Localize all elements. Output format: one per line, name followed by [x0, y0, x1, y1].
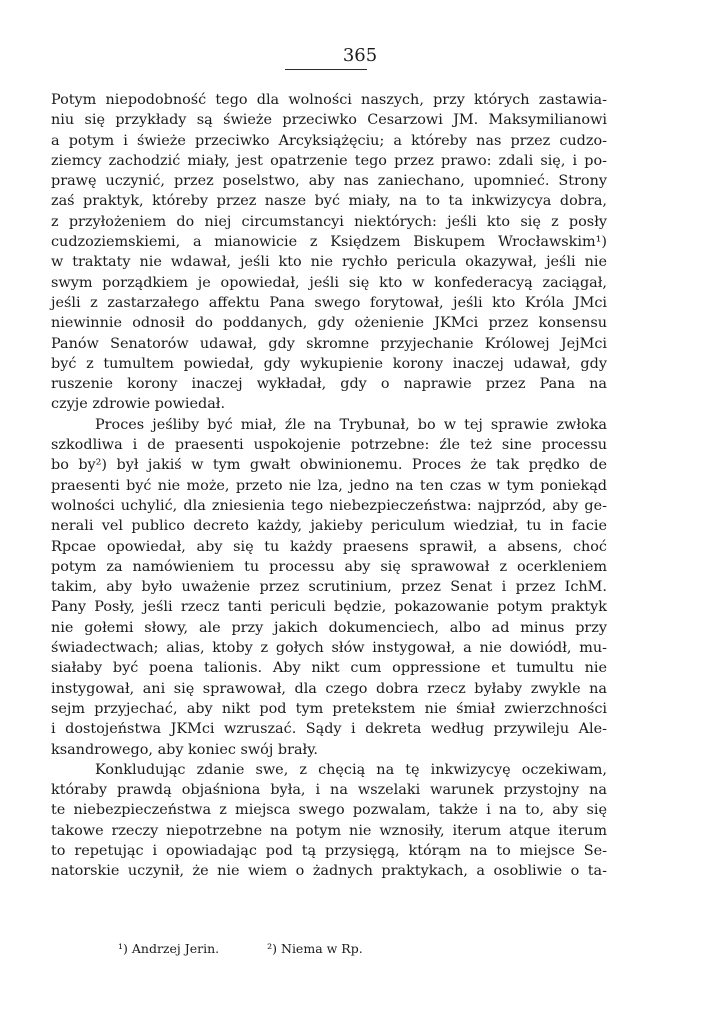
- text-line: praesenti być nie może, przeto nie lza, jedno na ten czas w tym poniekąd: [51, 477, 607, 494]
- text-line: ksandrowego, aby koniec swój brały.: [51, 741, 318, 758]
- text-line: swym porządkiem je opowiedał, jeśli się kto w konfederacyą zaciągał,: [51, 274, 607, 291]
- text-line: Pany Posły, jeśli rzecz tanti periculi będzie, pokazowanie potym praktyk: [51, 599, 607, 616]
- paragraph-2: [51, 415, 607, 760]
- footnote-2: ²) Niema w Rp.: [267, 941, 363, 956]
- text-line: Konkludując zdanie swe, z chęcią na tę inkwizycyę oczekiwam,: [95, 761, 607, 778]
- text-line: ziemcy zachodzić miały, jest opatrzenie tego przez prawo: zdali się, i po-: [51, 152, 607, 169]
- paragraph-3: [51, 760, 607, 882]
- text-line: Proces jeśliby być miał, źle na Trybunał, bo w tej sprawie zwłoka: [95, 416, 607, 433]
- text-line: ruszenie korony inaczej wykładał, gdy o naprawie przez Pana na: [51, 376, 607, 393]
- text-line: prawę uczynić, przez poselstwo, aby nas zaniechano, upomnieć. Strony: [51, 173, 607, 190]
- page-number: 365: [342, 45, 378, 66]
- text-line: świadectwach; alias, ktoby z gołych słów instygował, a nie dowiódł, mu-: [51, 640, 607, 657]
- text-line: zaś praktyk, któreby przez nasze być miały, na to ta inkwizycya dobra,: [51, 193, 607, 210]
- text-line: siałaby być poena talionis. Aby nikt cum oppressione et tumultu nie: [51, 660, 607, 677]
- text-line: Potym niepodobność tego dla wolności naszych, przy których zastawia-: [51, 92, 607, 108]
- text-line: któraby prawdą objaśniona była, i na wszelaki warunek przystojny na: [51, 782, 607, 799]
- paragraph-1: [51, 90, 607, 415]
- text-line: takowe rzeczy niepotrzebne na potym nie wznosiły, iterum atque iterum: [51, 822, 607, 839]
- text-line: niewinnie odnosił do poddanych, gdy ożenienie JKMci przez konsensu: [51, 315, 607, 332]
- text-line: być z tumultem powiedał, gdy wykupienie korony inaczej udawał, gdy: [51, 355, 607, 372]
- text-block: [51, 90, 607, 882]
- text-line: czyje zdrowie powiedał.: [51, 396, 226, 413]
- text-line: sejm przyjechać, aby nikt pod tym pretekstem nie śmiał zwierzchności: [51, 700, 607, 717]
- text-line: niu się przykłady są świeże przeciwko Cesarzowi JM. Maksymilianowi: [51, 112, 607, 129]
- footnote-1: ¹) Andrzej Jerin.: [118, 941, 220, 956]
- text-line: i dostojeństwa JKMci wzruszać. Sądy i dekreta według przywileju Ale-: [51, 721, 607, 738]
- text-line: jeśli z zastarzałego affektu Pana swego forytował, jeśli kto Króla JMci: [51, 294, 607, 311]
- text-line: z przyłożeniem do niej circumstancyi niektórych: jeśli kto się z posły: [51, 213, 607, 230]
- text-line: a potym i świeże przeciwko Arcyksiążęciu; a któreby nas przez cudzo-: [51, 132, 607, 149]
- text-line: te niebezpieczeństwa z miejsca swego pozwalam, także i na to, aby się: [51, 802, 607, 819]
- text-line: w traktaty nie wdawał, jeśli kto nie rychło pericula okazywał, jeśli nie: [51, 254, 607, 271]
- text-line: Panów Senatorów udawał, gdy skromne przyjechanie Królowej JejMci: [51, 335, 607, 352]
- page-number-rule: [285, 69, 367, 70]
- text-line: Rpcae opowiedał, aby się tu każdy praesens sprawił, a absens, choć: [51, 538, 607, 555]
- text-line: takim, aby było uważenie przez scrutinium, przez Senat i przez IchM.: [51, 579, 607, 596]
- text-line: potym za namówieniem tu processu aby się sprawował z ocerkleniem: [51, 558, 607, 575]
- text-line: nie gołemi słowy, ale przy jakich dokumenciech, albo ad minus przy: [51, 619, 607, 636]
- text-line: szkodliwa i de praesenti uspokojenie potrzebne: źle też sine processu: [51, 437, 607, 454]
- text-line: to repetując i opowiadając pod tą przysięgą, którąm na to miejsce Se-: [51, 842, 607, 859]
- text-line: nerali vel publico decreto każdy, jakieby periculum wiedział, tu in facie: [51, 518, 607, 535]
- text-line: wolności uchylić, dla zniesienia tego niebezpieczeństwa: najprzód, aby ge-: [51, 497, 607, 514]
- footnotes: [118, 941, 363, 957]
- text-line: natorskie uczynił, że nie wiem o żadnych praktykach, a osobliwie o ta-: [51, 863, 607, 880]
- text-line: bo by²) był jakiś w tym gwałt obwinionemu. Proces że tak prędko de: [51, 457, 607, 474]
- text-line: cudzoziemskiemi, a mianowicie z Księdzem Biskupem Wrocławskim¹): [51, 234, 607, 251]
- text-line: instygował, ani się sprawował, dla czego dobra rzecz byłaby zwykle na: [51, 680, 607, 697]
